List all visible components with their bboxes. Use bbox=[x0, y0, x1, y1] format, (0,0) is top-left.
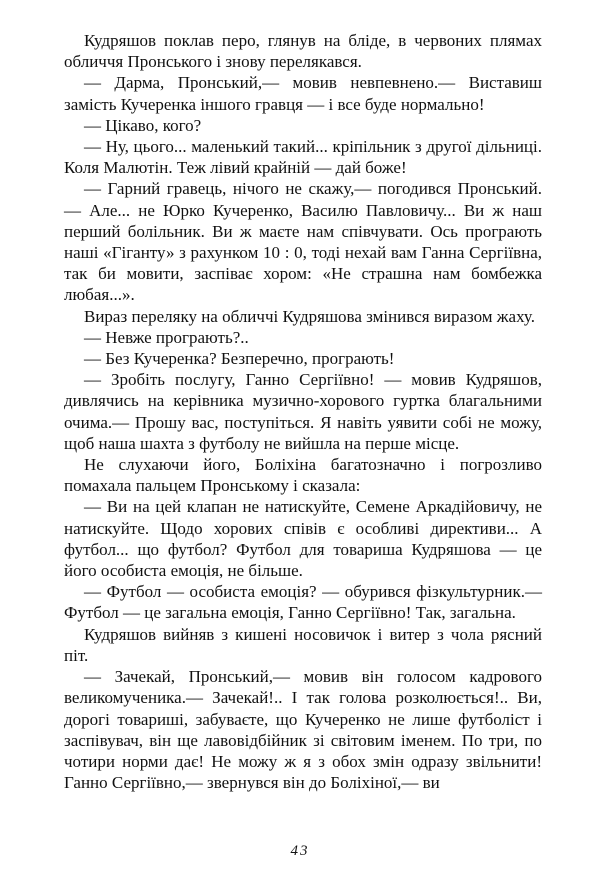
paragraph: — Цікаво, кого? bbox=[84, 115, 202, 135]
paragraph: Вираз переляку на обличчі Кудряшова змінився виразом жаху. bbox=[84, 306, 535, 326]
paragraph: Кудряшов вийняв з кишені носовичок і витер з чола рясний піт. bbox=[64, 624, 542, 665]
paragraph: — Гарний гравець, нічого не скажу,— погодився Пронський.— Але... не Юрко Кучеренко, Василю Павловичу... Ви ж наш перший болільник. Ви ж маєте нам співчувати. Ось програють наші «Гіганту» з рахунком 10 : 0, тоді нехай вам Ганна Сергіївна, так би мовити, заспіває хором: «Не страшна нам бомбежка любая...». bbox=[64, 179, 542, 305]
paragraph: — Зачекай, Пронський,— мовив він голосом кадрового великомученика.— Зачекай!.. І так голова розколюється!.. Ви, дорогі товариші, забуваєте, що Кучеренко не лише футболіст і заспівувач, він ще лавовідбійник зі світовим іменем. По три, по чотири норми дає! Не можу ж я з обох змін одразу звільнити! Ганно Сергіївно,— звернувся він до Боліхіної,— ви bbox=[64, 667, 542, 793]
text-body bbox=[64, 30, 542, 793]
paragraph: — Без Кучеренка? Безперечно, програють! bbox=[84, 349, 395, 369]
paragraph: Не слухаючи його, Боліхіна багатозначно і погрозливо помахала пальцем Пронському і сказала: bbox=[64, 455, 542, 496]
page-number: 43 bbox=[290, 843, 310, 859]
paragraph: — Ну, цього... маленький такий... кріпільник з другої дільниці. Коля Малютін. Теж лівий крайній — дай боже! bbox=[64, 137, 542, 178]
paragraph: Кудряшов поклав перо, глянув на бліде, в червоних плямах обличчя Пронського і знову перелякався. bbox=[64, 31, 542, 72]
paragraph: — Невже програють?.. bbox=[84, 327, 249, 347]
paragraph: — Футбол — особиста емоція? — обурився фізкультурник.— Футбол — це загальна емоція, Ганно Сергіївно! Так, загальна. bbox=[64, 582, 542, 623]
paragraph: — Зробіть послугу, Ганно Сергіївно! — мовив Кудряшов, дивлячись на керівника музично-хорового гуртка благальними очима.— Прошу вас, поступіться. Я навіть уявити собі не можу, щоб наша шахта з футболу не вийшла на перше місце. bbox=[64, 370, 542, 453]
paragraph: — Ви на цей клапан не натискуйте, Семене Аркадійовичу, не натискуйте. Щодо хорових співів є особливі директиви... А футбол... що футбол? Футбол для товариша Кудряшова — це його особиста емоція, не більше. bbox=[64, 497, 542, 581]
paragraph: — Дарма, Пронський,— мовив невпевнено.— Виставиш замість Кучеренка іншого гравця — і все буде нормально! bbox=[64, 73, 542, 114]
